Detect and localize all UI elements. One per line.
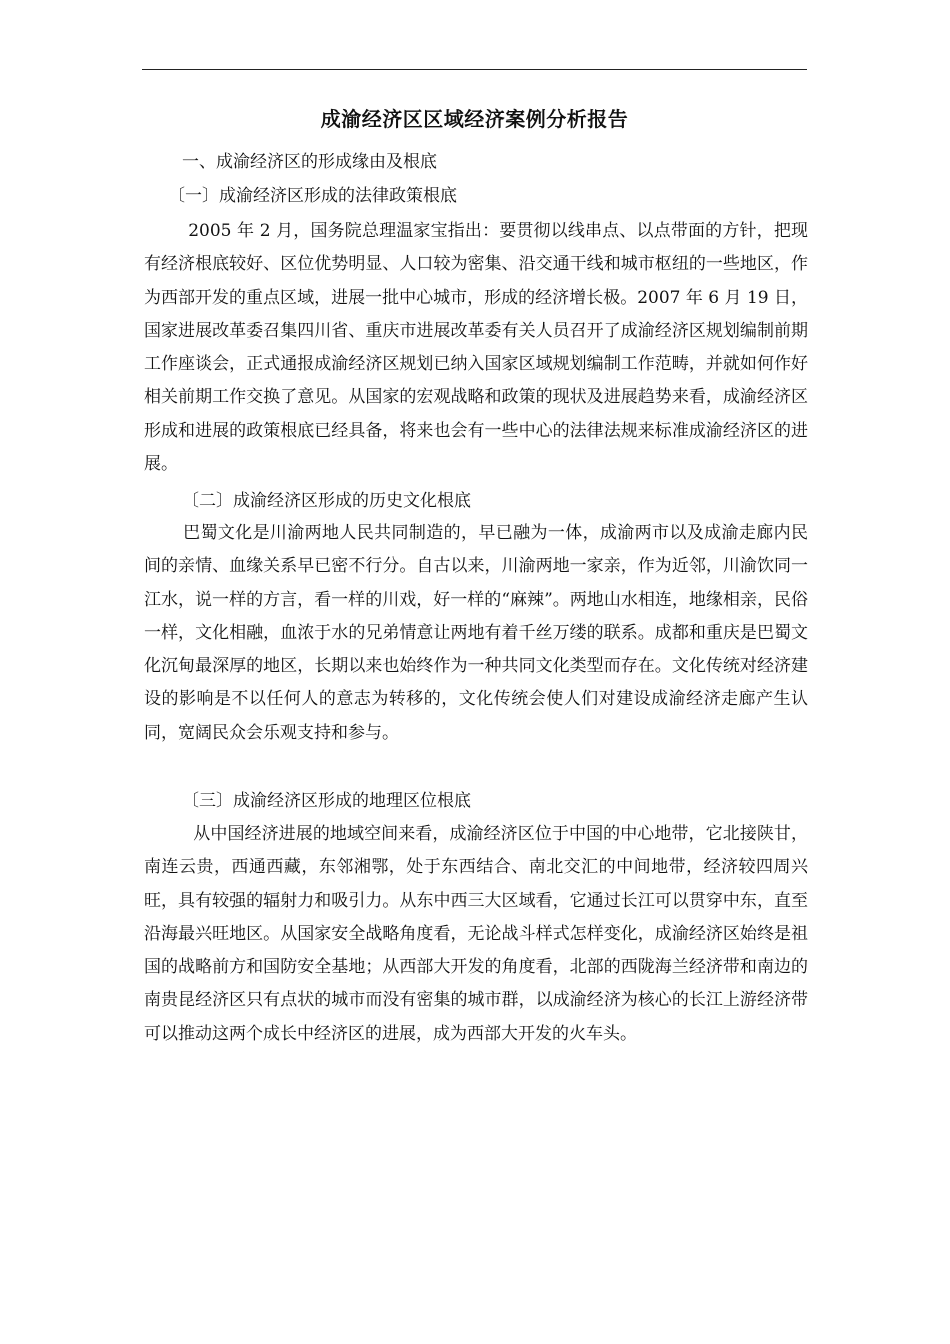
paragraph-3: 从中国经济进展的地域空间来看，成渝经济区位于中国的中心地带，它北接陕甘，南连云贵，西通西藏，东邻湘鄂，处于东西结合、南北交汇的中间地带，经济较四周兴旺，具有较强的辐射力和吸引力。从东中西三大区域看，它通过长江可以贯穿中东，直至沿海最兴旺地区。从国家安全战略角度看，无论战斗样式怎样变化，成渝经济区始终是祖国的战略前方和国防安全基地；从西部大开发的角度看，北部的西陇海兰经济带和南边的南贵昆经济区只有点状的城市而没有密集的城市群，以成渝经济为核心的长江上游经济带可以推动这两个成长中经济区的进展，成为西部大开发的火车头。 [144,824,808,1044]
subsection-heading-3: 〔三〕成渝经济区形成的地理区位根底 [182,791,471,811]
document-title: 成渝经济区区域经济案例分析报告 [320,107,629,131]
subsection-heading-1: 〔一〕成渝经济区形成的法律政策根底 [168,186,457,206]
section-heading: 一、成渝经济区的形成缘由及根底 [182,152,437,172]
paragraph-1: 2005 年 2 月，国务院总理温家宝指出：要贯彻以线串点、以点带面的方针，把现有经济根底较好、区位优势明显、人口较为密集、沿交通干线和城市枢纽的一些地区，作为西部开发的重点区域，进展一批中心城市，形成的经济增长极。2007 年 6 月 19 日，国家进展改革委召集四川省、重庆市进展改革委有关人员召开了成渝经济区规划编制前期工作座谈会，正式通报成渝经济区规划已纳入国家区域规划编制工作范畴，并就如何作好相关前期工作交换了意见。从国家的宏观战略和政策的现状及进展趋势来看，成渝经济区形成和进展的政策根底已经具备，将来也会有一些中心的法律法规来标准成渝经济区的进展。 [144,221,808,475]
subsection-heading-2: 〔二〕成渝经济区形成的历史文化根底 [182,491,471,511]
paragraph-2: 巴蜀文化是川渝两地人民共同制造的，早已融为一体，成渝两市以及成渝走廊内民间的亲情、血缘关系早已密不行分。自古以来，川渝两地一家亲，作为近邻，川渝饮同一江水，说一样的方言，看一样的川戏，好一样的“麻辣”。两地山水相连，地缘相亲，民俗一样，文化相融，血浓于水的兄弟情意让两地有着千丝万缕的联系。成都和重庆是巴蜀文化沉甸最深厚的地区，长期以来也始终作为一种共同文化类型而存在。文化传统对经济建设的影响是不以任何人的意志为转移的，文化传统会使人们对建设成渝经济走廊产生认同，宽阔民众会乐观支持和参与。 [144,523,808,743]
header-rule [142,69,807,70]
